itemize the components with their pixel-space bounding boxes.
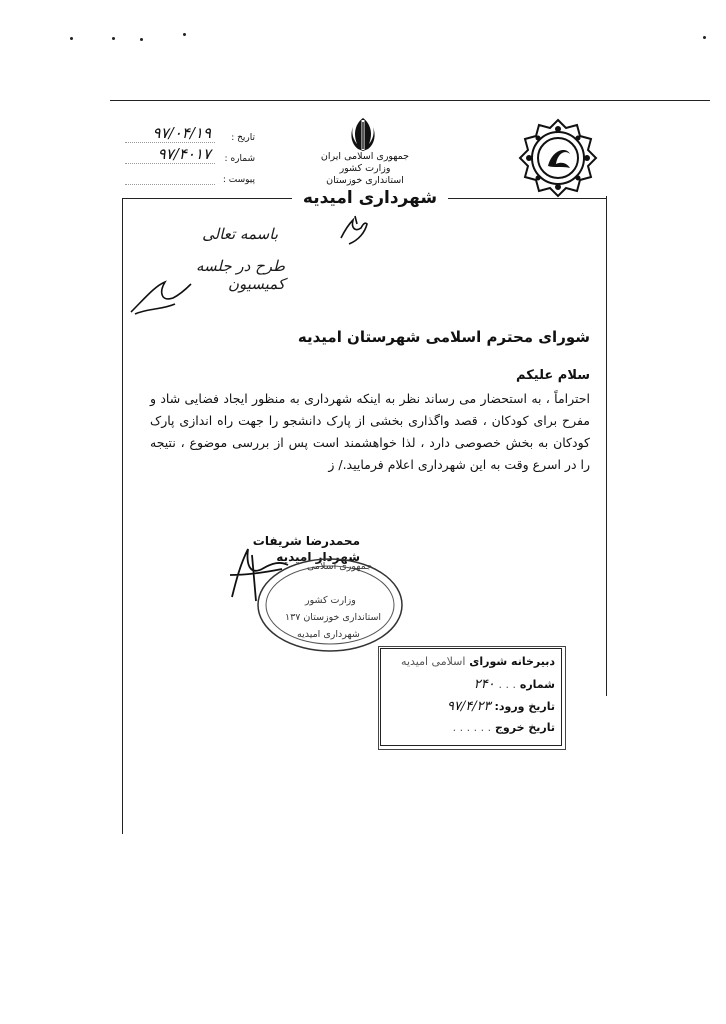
scan-speck xyxy=(183,33,186,36)
number-label: شماره : xyxy=(224,154,255,164)
letterhead-frame-line xyxy=(122,198,294,199)
municipality-logo-icon xyxy=(516,116,600,200)
registry-exit-row: تاریخ خروج . . . . . . xyxy=(452,721,555,734)
registry-title-row xyxy=(401,655,555,668)
org-line-country: جمهوری اسلامی ایران xyxy=(320,151,410,162)
number-row xyxy=(125,143,255,164)
registry-title-value: اسلامی امیدیه xyxy=(401,655,466,668)
registry-stamp xyxy=(380,648,562,746)
iran-emblem-icon xyxy=(345,114,381,154)
letterhead-frame-line xyxy=(122,198,123,834)
letterhead-top-rule xyxy=(110,100,710,101)
attachment-value xyxy=(125,184,215,185)
handwritten-note-line2: طرح در جلسه کمیسیون xyxy=(195,257,285,293)
handwritten-signature-icon xyxy=(125,278,195,318)
signer-name: محمدرضا شریفات xyxy=(252,534,360,548)
number-value: ۹۷/۴۰۱۷ xyxy=(125,145,215,164)
handwritten-note-line1: باسمه تعالی xyxy=(202,225,278,243)
scan-speck xyxy=(112,37,115,40)
registry-entry-row xyxy=(447,699,555,714)
registry-entry-value: ۹۷/۴/۲۳ xyxy=(446,699,491,714)
attachment-label: پیوست : xyxy=(222,175,255,185)
letter-meta xyxy=(125,122,255,185)
handwritten-initial-icon xyxy=(335,210,375,250)
org-line-province: استانداری خوزستان xyxy=(326,175,404,186)
stamp-line3: استانداری خوزستان ۱۳۷ xyxy=(285,612,382,623)
org-lines xyxy=(300,151,430,187)
letterhead-frame-line xyxy=(606,196,607,696)
attachment-row xyxy=(125,164,255,185)
letter-body: احتراماً ، به استحضار می رساند نظر به اینکه شهرداری به منظور ایجاد فضایی شاد و مفرح برای کودکان ، قصد واگذاری بخشی از پارک دانشجو را جهت راه اندازی پارک کودکان به بخش خصوصی دارد ، لذا خواهشمند است پس از بررسی موضوع ، نتیجه را در اسرع وقت به این شهرداری اعلام فرمایید./ ز xyxy=(150,391,590,472)
letter-greeting: سلام علیکم xyxy=(516,368,590,383)
registry-entry-label: تاریخ ورود: xyxy=(494,700,555,713)
date-value: ۹۷/۰۴/۱۹ xyxy=(125,124,215,143)
stamp-line4: شهرداری امیدیه xyxy=(297,629,360,640)
stamp-line2: وزارت کشور xyxy=(305,595,356,606)
stamp-line1: جمهوری اسلامی xyxy=(307,561,372,572)
org-name: شهرداری امیدیه xyxy=(292,188,448,208)
scan-speck xyxy=(140,38,143,41)
registry-exit-label: تاریخ خروج xyxy=(494,721,555,734)
signer-title: شهردار امیدیه xyxy=(276,550,360,564)
letter-recipient: شورای محترم اسلامی شهرستان امیدیه xyxy=(297,328,590,346)
date-row xyxy=(125,122,255,143)
date-label: تاریخ : xyxy=(231,133,255,143)
org-line-ministry: وزارت کشور xyxy=(339,163,391,174)
registry-number-value: ۲۴۰ xyxy=(473,677,495,692)
scan-speck xyxy=(703,36,706,39)
registry-number-label: شماره xyxy=(519,678,555,691)
scan-speck xyxy=(70,37,73,40)
official-stamp xyxy=(255,555,405,655)
registry-title: دبیرخانه شورای xyxy=(469,655,555,668)
registry-number-row: شماره . . . ۲۴۰ xyxy=(473,677,555,692)
